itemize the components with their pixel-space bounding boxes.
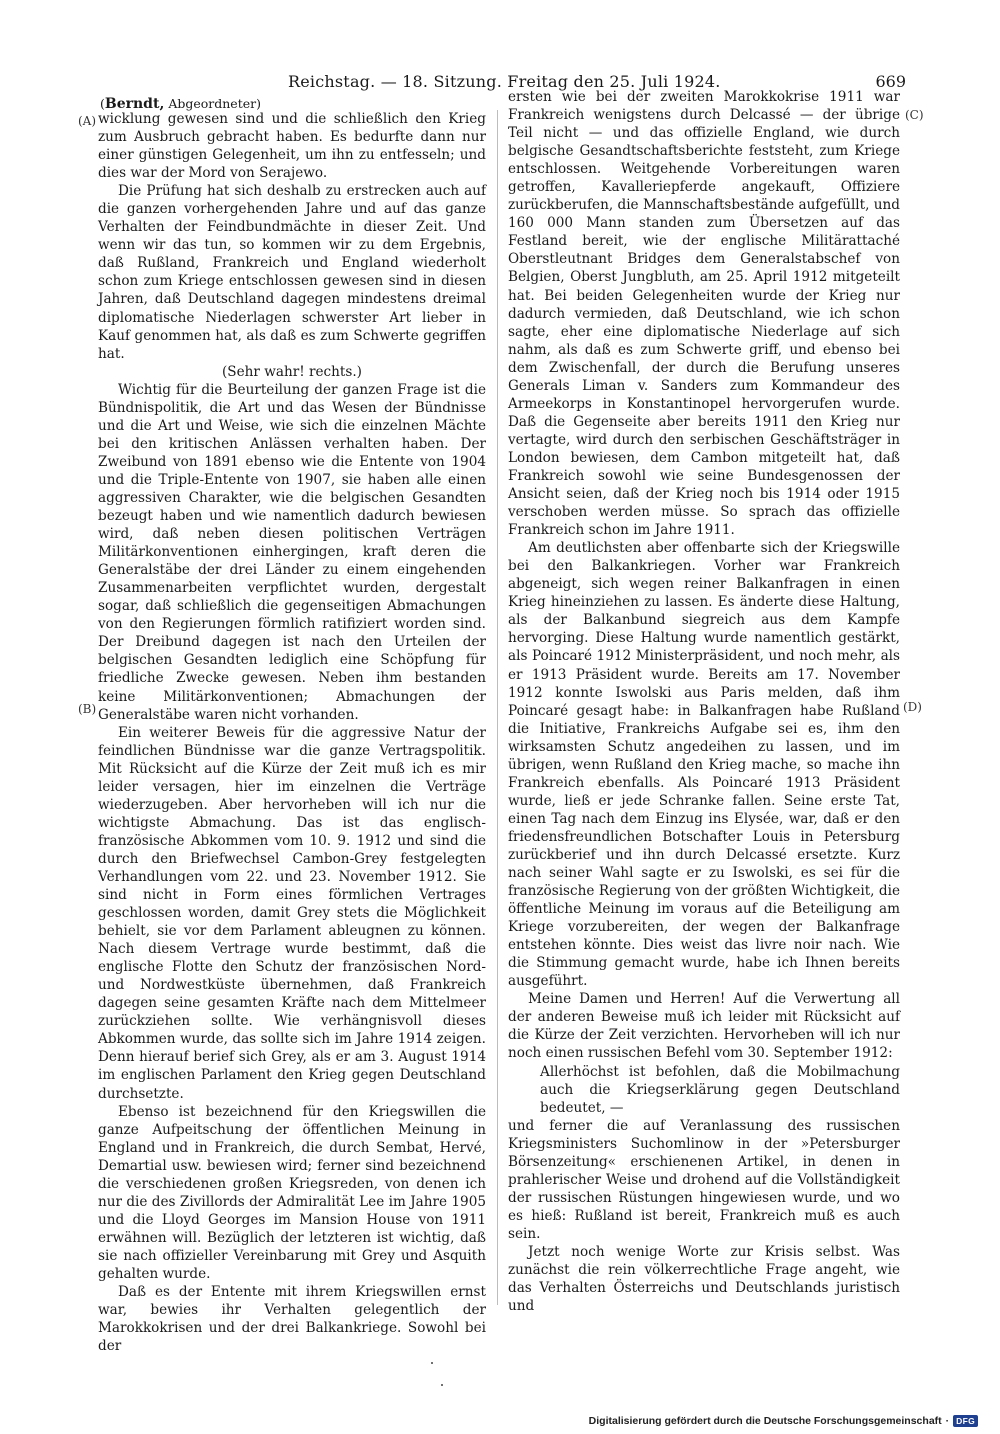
- margin-mark-b: (B): [78, 702, 97, 716]
- scan-speck: [431, 1362, 433, 1364]
- page-number: 669: [875, 72, 906, 91]
- margin-mark-c: (C): [905, 108, 924, 122]
- paragraph: Wichtig für die Beurteilung der ganzen Frage ist die Bündnispolitik, die Art und das Wesen der Bündnisse und die Art und Weise, wie sich die einzelnen Mächte bei den kritischen Anlässen verhalten haben. Der Zweibund von 1891 ebenso wie die Entente von 1904 und die Triple-Entente von 1907, sie haben alle einen aggressiven Charakter, wie die belgischen Gesandten bezeugt haben und wie namentlich dadurch bewiesen wird, daß neben diesen politischen Verträgen Militärkonventionen einhergingen, kraft deren die Generalstäbe der drei Länder zu einem eingehenden Zusammenarbeiten verpflichtet wurden, dergestalt sogar, daß schließlich die gegenseitigen Abmachungen von den Regierungen förmlich ratifiziert worden sind. Der Dreibund dagegen ist nach den Urteilen der belgischen Gesandten lediglich eine Schöpfung für friedliche Zwecke gewesen. Neben ihm bestanden keine Militärkonventionen; Abmachungen der Generalstäbe waren nicht vorhanden.: [98, 381, 486, 723]
- paragraph: Meine Damen und Herren! Auf die Verwertung all der anderen Beweise muß ich leider mit Rücksicht auf die Kürze der Zeit verzichten. Hervorheben will ich nur noch einen russischen Befehl vom 30. September 1912:: [508, 991, 900, 1062]
- scan-speck: [441, 1384, 443, 1386]
- right-column: [508, 88, 900, 1313]
- paragraph: und ferner die auf Veranlassung des russischen Kriegsministers Suchomlinow in der »Petersburger Börsenzeitung« erschienenen Artikel, in denen in prahlerischer Weise und drohend auf die Vollständigkeit der russischen Rüstungen hingewiesen wurde, und wo es hieß: Rußland ist bereit, Frankreich muß es auch sein.: [508, 1117, 900, 1242]
- quotation: Allerhöchst ist befohlen, daß die Mobilmachung auch die Kriegserklärung gegen Deutschland bedeutet, —: [540, 1063, 900, 1116]
- paragraph: Ein weiterer Beweis für die aggressive Natur der feindlichen Bündnisse war die ganze Vertragspolitik. Mit Rücksicht auf die Kürze der Zeit muß ich es mir leider versagen, hier im einzelnen die Verträge wiederzugeben. Aber hervorheben will ich nur die wichtigste Abmachung. Das ist das englisch-französische Abkommen vom 10. 9. 1912 und sind die durch den Briefwechsel Cambon-Grey festgelegten Verhandlungen vom 22. und 23. November 1912. Sie sind nicht in Form eines förmlichen Vertrages geschlossen worden, damit Grey stets die Möglichkeit behielt, sie vor dem Parlament ableugnen zu können. Nach diesem Vertrage wurde bestimmt, daß die englische Flotte den Schutz der französischen Nord- und Nordwestküste übernehmen, daß Frankreich dagegen seine gesamten Kräfte nach dem Mittelmeer zurückziehen sollte. Wie verhängnisvoll dieses Abkommen wurde, das sollte sich im Jahre 1914 zeigen. Denn hierauf berief sich Grey, als er am 3. August 1914 im englischen Parlament den Krieg gegen Deutschland durchsetzte.: [98, 724, 486, 1102]
- interjection: (Sehr wahr! rechts.): [222, 363, 362, 380]
- speaker-name: Berndt,: [104, 96, 165, 112]
- dfg-logo-icon: DFG: [953, 1415, 978, 1427]
- margin-mark-a: (A): [78, 114, 97, 128]
- speaker-line: (Berndt, Abgeordneter): [100, 96, 261, 112]
- paragraph: Daß es der Entente mit ihrem Kriegswillen ernst war, bewies ihr Verhalten gelegentlich der Marokkokrisen und der drei Balkankriege. Sowohl bei der: [98, 1284, 486, 1355]
- paragraph: Ebenso ist bezeichnend für den Kriegswillen die ganze Aufpeitschung der öffentlichen Meinung in England und in Frankreich, die durch Sembat, Hervé, Demartial usw. bewiesen wird; ferner sind bezeichnend die verschiedenen großen Kriegsreden, von denen ich nur die des Zivillords der Admiralität Lee im Jahre 1905 und die Lloyd Georges im Mansion House von 1911 erwähnen will. Bezüglich der letzteren ist wichtig, daß sie nach offizieller Vereinbarung mit Grey und Asquith gehalten wurde.: [98, 1103, 486, 1282]
- footer-text: Digitalisierung gefördert durch die Deutsche Forschungsgemeinschaft: [588, 1415, 942, 1427]
- running-title: Reichstag. — 18. Sitzung. Freitag den 25. Juli 1924.: [288, 72, 721, 91]
- paragraph: Jetzt noch wenige Worte zur Krisis selbst. Was zunächst die rein völkerrechtliche Frage angeht, wie das Verhalten Österreichs und Deutschlands juristisch und: [508, 1244, 900, 1315]
- margin-mark-d: (D): [903, 700, 922, 714]
- column-divider: [497, 110, 498, 1305]
- speaker-role: Abgeordneter: [168, 96, 257, 111]
- paragraph: Die Prüfung hat sich deshalb zu erstrecken auch auf die ganzen vorhergehenden Jahre und auf das ganze Verhalten der Feindbundmächte in dieser Zeit. Und wenn wir das tun, so kommen wir zu dem Ergebnis, daß Rußland, Frankreich und England wiederholt schon zum Kriege entschlossen gewesen sind in diesen Jahren, daß Deutschland dagegen mindestens dreimal diplomatische Niederlagen schwerster Art lieber in Kauf genommen hat, als daß es zum Schwerte gegriffen hat.: [98, 183, 486, 362]
- paragraph: wicklung gewesen sind und die schließlich den Krieg zum Ausbruch gebracht haben. Es bedurfte dann nur einer günstigen Gelegenheit, um ihn zu entfesseln; und dies war der Mord von Serajewo.: [98, 111, 486, 182]
- paragraph: Am deutlichsten aber offenbarte sich der Kriegswille bei den Balkankriegen. Vorher war Frankreich abgeneigt, sich wegen reiner Balkanfragen in einen Krieg hineinziehen zu lassen. Es änderte diese Haltung, als der Balkanbund siegreich aus dem Kampfe hervorging. Diese Haltung wurde namentlich gestärkt, als Poincaré 1912 Ministerpräsident, und noch mehr, als er 1913 Präsident wurde. Bereits am 17. November 1912 konnte Iswolski aus Paris melden, daß ihm Poincaré gesagt habe: in Balkanfragen habe Rußland die Initiative, Frankreichs Aufgabe sei es, ihm den wirksamsten Schutz angedeihen zu lassen, und im übrigen, wenn Rußland den Krieg mache, so mache ihn Frankreich ebenfalls. Als Poincaré 1913 Präsident wurde, ließ er jede Schranke fallen. Seine erste Tat, einen Tag nach dem Einzug ins Elysée, war, daß er den friedensfreundlichen Botschafter Louis in Petersburg zurückberief und ihn durch Delcassé ersetzte. Kurz nach seiner Wahl sagte er zu Iswolski, es sei für die französische Regierung von der größten Wichtigkeit, die öffentliche Meinung im voraus auf die Beteiligung am Kriege vorzubereiten, der wegen der Balkanfrage entstehen könnte. Dies weist das livre noir nach. Wie die Stimmung gemacht wurde, habe ich Ihnen bereits ausgeführt.: [508, 540, 900, 990]
- left-column: [98, 110, 486, 1355]
- paragraph: ersten wie bei der zweiten Marokkokrise 1911 war Frankreich wenigstens durch Delcassé — der übrige Teil nicht — und das offizielle England, wie durch belgische Gesandtschaftsberichte feststeht, zum Kriege entschlossen. Weitgehende Vorbereitungen waren getroffen, Kavalleriepferde angekauft, Offiziere zurückberufen, die Mannschaftsbestände aufgefüllt, und 160 000 Mann standen zum Übersetzen auf das Festland bereit, wie der englische Militärattaché Oberstleutnant Bridges dem Generalstabschef von Belgien, Oberst Jungbluth, am 25. April 1912 mitgeteilt hat. Bei beiden Gelegenheiten wurde der Krieg nur dadurch vermieden, daß Deutschland, wie ich schon sagte, eher eine diplomatische Niederlage auf sich nahm, als daß es zum Schwerte griff, und ebenso bei dem Zwischenfall, der durch die Berufung unseres Generals Liman v. Sanders zum Kommandeur des Armeekorps in Konstantinopel hervorgerufen wurde. Daß die Gegenseite aber bereits 1911 den Krieg nur vertagte, wird durch den serbischen Geschäftsträger in London bewiesen, dem Cambon mitgeteilt hat, daß Frankreich sowohl wie seine Bundesgenossen der Ansicht seien, daß der Krieg noch bis 1914 oder 1915 verschoben werden müsse. So sprach das offizielle Frankreich schon im Jahre 1911.: [508, 89, 900, 539]
- digitization-footer: Digitalisierung gefördert durch die Deutsche Forschungsgemeinschaft · DFG: [589, 1414, 978, 1428]
